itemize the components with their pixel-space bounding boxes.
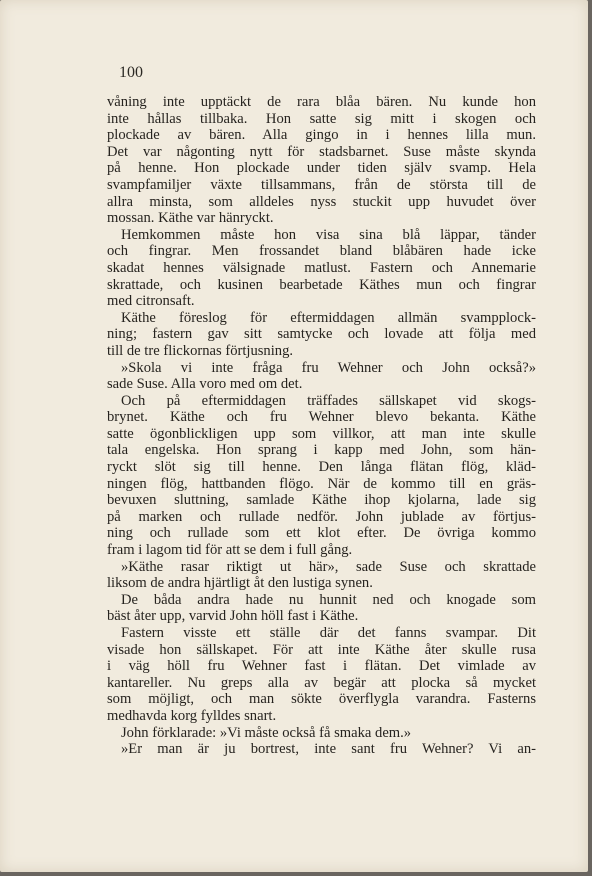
text-line: och fingrar. Men frossandet bland blåbären hade icke (107, 243, 536, 260)
text-line: Hemkommen måste hon visa sina blå läppar, tänder (121, 226, 536, 243)
text-line: Käthe föreslog för eftermiddagen allmän svampplock- (121, 309, 536, 326)
text-line: på marken och rullade nedför. John jublade av förtjus- (107, 508, 536, 525)
text-line: ning och rullade som ett klot efter. De övriga kommo (107, 525, 536, 542)
text-line: John förklarade: »Vi måste också få smaka dem.» (121, 724, 412, 741)
text-line: skrattade, och kusinen bearbetade Käthes mun och fingrar (107, 276, 536, 293)
text-line: skadat hennes välsignade matlust. Fastern och Annemarie (107, 259, 536, 276)
text-line: liksom de andra hjärtligt åt den lustiga synen. (107, 575, 373, 592)
text-line: medhavda korg fylldes snart. (107, 707, 277, 724)
text-line: Fastern visste ett ställe där det fanns svampar. Dit (121, 625, 536, 641)
text-line: till de tre flickornas förtjusning. (107, 342, 294, 359)
text-line: plockade av bären. Alla gingo in i hennes lilla mun. (107, 127, 536, 144)
text-line: ning; fastern gav sitt samtycke och lovade att följa med (107, 326, 536, 343)
text-line: med citronsaft. (107, 293, 195, 310)
text-line: allra minsta, som alldeles nyss stuckit upp huvudet över (107, 193, 536, 210)
text-line: »Skola vi inte fråga fru Wehner och John också?» (121, 359, 536, 376)
text-line: våning inte upptäckt de rara blåa bären. Nu kunde hon (107, 94, 536, 110)
text-line: »Er man är ju bortrest, inte sant fru Wehner? Vi an- (121, 741, 536, 758)
text-line: »Käthe rasar riktigt ut här», sade Suse och skrattade (121, 558, 536, 575)
text-line: sade Suse. Alla voro med om det. (107, 376, 303, 393)
text-line: satte ögonblickligen upp som villkor, att man inte skulle (107, 425, 536, 442)
text-line: Det var någonting nytt för stadsbarnet. Suse måste skynda (107, 143, 536, 160)
text-line: svampfamiljer växte tillsammans, från de största till de (107, 176, 536, 193)
text-line: bäst åter upp, varvid John höll fast i Käthe. (107, 608, 359, 625)
text-line: De båda andra hade nu hunnit ned och knogade som (121, 591, 536, 608)
text-line: tala engelska. Hon sprang i kapp med John, som hän- (107, 442, 536, 459)
body-text (107, 94, 536, 758)
text-line: mossan. Käthe var hänryckt. (107, 210, 274, 227)
text-line: ningen flög, hattbanden flögo. När de kommo till en gräs- (107, 475, 536, 492)
text-line: inte hållas tillbaka. Hon satte sig mitt i skogen och (107, 110, 536, 127)
text-line: brynet. Käthe och fru Wehner blevo bekanta. Käthe (107, 409, 536, 426)
text-line: visade hon sällskapet. För att inte Käthe åter skulle rusa (107, 641, 536, 658)
text-line: Och på eftermiddagen träffades sällskapet vid skogs- (121, 392, 536, 409)
text-line: på henne. Hon plockade under tiden själv svamp. Hela (107, 160, 536, 177)
text-line: bevuxen sluttning, samlade Käthe ihop kjolarna, lade sig (107, 492, 536, 509)
text-line: ryckt slöt sig till henne. Den långa flätan flög, kläd- (107, 459, 536, 476)
page-number: 100 (119, 64, 143, 81)
text-line: i väg höll fru Wehner fast i flätan. Det vimlade av (107, 658, 536, 675)
text-line: fram i lagom tid för att se dem i full gång. (107, 542, 353, 559)
text-line: kantareller. Nu greps alla av begär att plocka så mycket (107, 674, 536, 691)
text-line: som möjligt, och man sökte överflygla varandra. Fasterns (107, 691, 536, 708)
